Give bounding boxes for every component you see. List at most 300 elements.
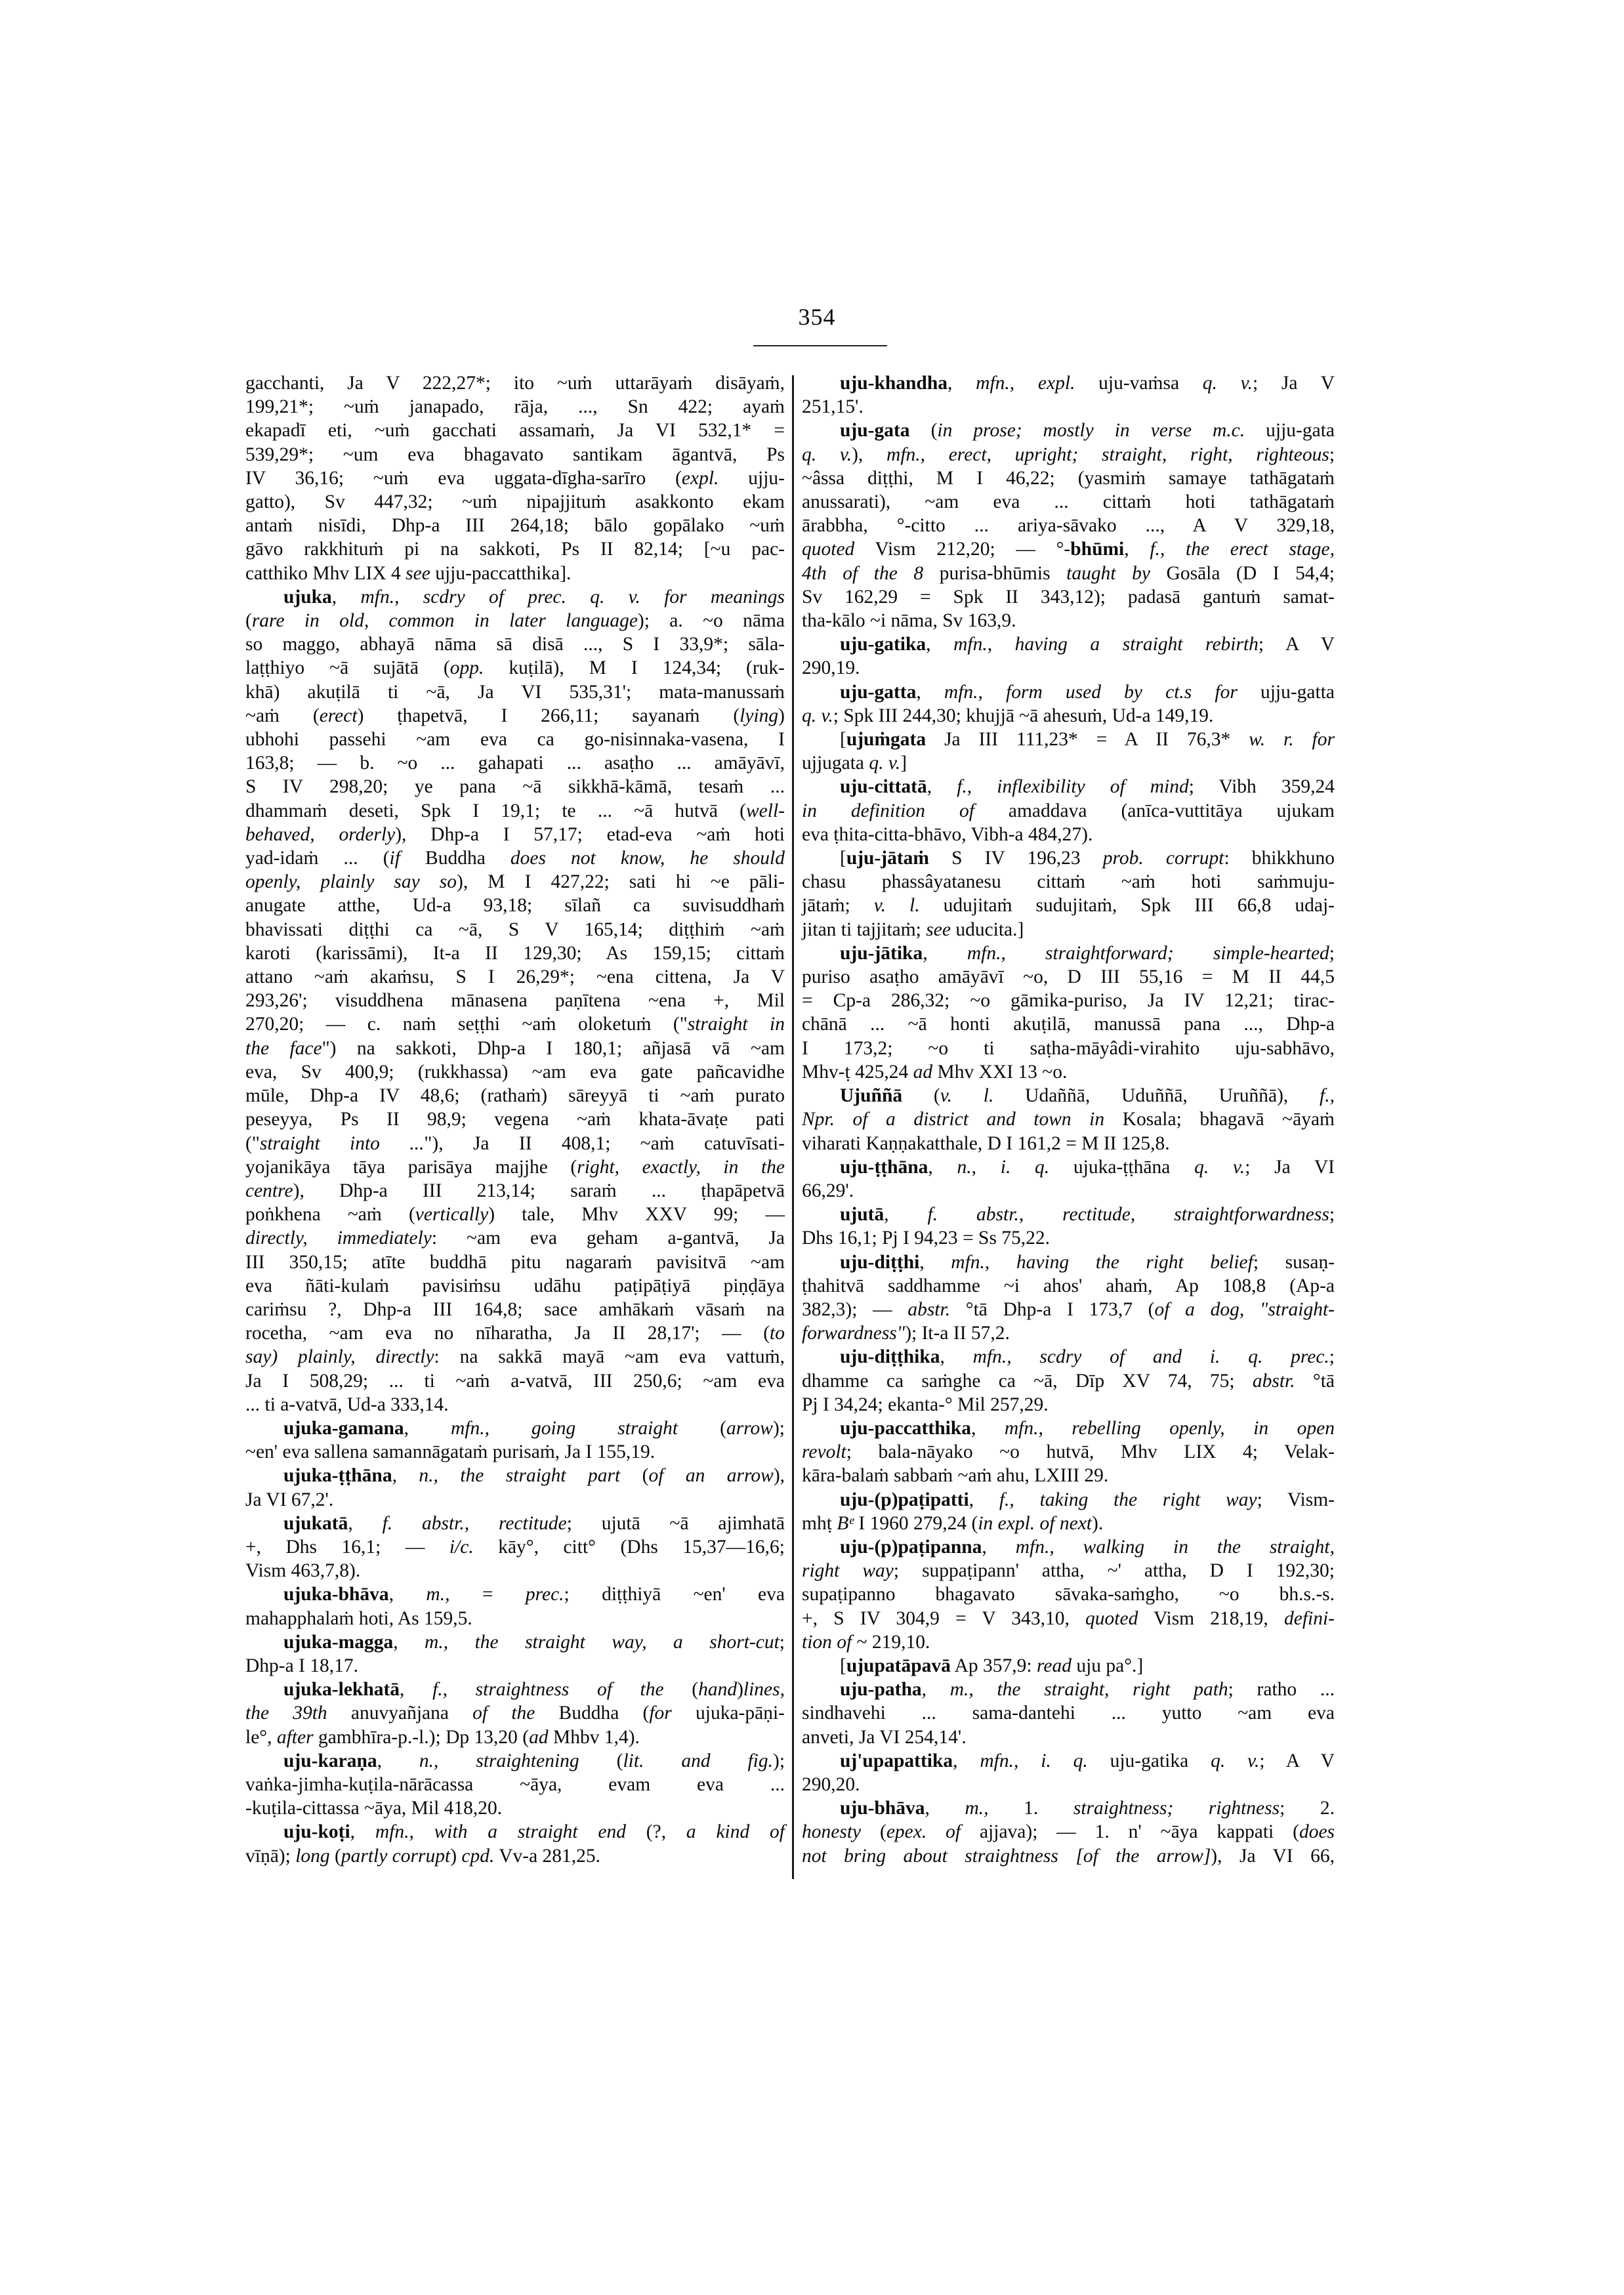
entry-text: 290,20. bbox=[802, 1773, 860, 1795]
entry-text: ujju-paccatthika]. bbox=[430, 562, 572, 584]
italic-gloss: i/c. bbox=[449, 1536, 474, 1558]
entry-line bbox=[245, 1440, 785, 1464]
entry-text: 251,15'. bbox=[802, 396, 864, 418]
entry-text: ( bbox=[678, 1417, 726, 1439]
entry-line bbox=[245, 395, 785, 419]
italic-gloss: m., the straight, right path bbox=[949, 1679, 1228, 1701]
italic-gloss: straight into ... bbox=[259, 1132, 425, 1154]
entry-text: , bbox=[919, 1251, 951, 1273]
italic-gloss: does bbox=[1299, 1821, 1335, 1843]
dictionary-entry bbox=[802, 371, 1335, 419]
dictionary-entry bbox=[245, 371, 785, 585]
entry-text: Vv-a 281,25. bbox=[494, 1845, 601, 1867]
entry-line bbox=[802, 799, 1335, 823]
entry-line bbox=[245, 1155, 785, 1179]
entry-text: Ap 357,9: bbox=[950, 1655, 1037, 1676]
entry-text: Ja I 508,29; ... ti ~aṁ a-vatvā, III 250,6; ~am eva bbox=[245, 1370, 785, 1392]
italic-gloss: m., the straight way, a short-cut bbox=[425, 1631, 780, 1653]
italic-gloss: f., taking the right way bbox=[999, 1489, 1257, 1510]
entry-text: uducita.] bbox=[950, 919, 1024, 940]
entry-text: uju-vaṁsa bbox=[1075, 373, 1203, 394]
entry-text: ; bbox=[1329, 444, 1335, 465]
entry-text: ujju-gatta bbox=[1237, 681, 1335, 703]
entry-text: ; bala-nāyako ~o hutvā, Mhv LIX 4; Velak- bbox=[846, 1441, 1335, 1463]
headword: uju-khandha bbox=[840, 373, 947, 394]
entry-line bbox=[802, 751, 1335, 775]
entry-text: bhavissati diṭṭhi ca ~ā, S V 165,14; diṭṭhiṁ ~aṁ bbox=[245, 919, 785, 940]
entry-text: , bbox=[927, 776, 957, 798]
headword: ujukatā bbox=[283, 1512, 348, 1534]
entry-text: Udaññā, Uduññā, Uruññā), bbox=[993, 1085, 1320, 1107]
italic-gloss: mfn., erect, upright; straight, right, righteous bbox=[886, 444, 1329, 465]
entry-text: anveti, Ja VI 254,14'. bbox=[802, 1726, 967, 1748]
italic-gloss: centre bbox=[245, 1180, 293, 1201]
italic-gloss: lying bbox=[739, 705, 779, 726]
entry-text: , bbox=[377, 1750, 419, 1771]
entry-text: supaṭipanno bhagavato sāvaka-saṁgho, ~o bh.s.-s. bbox=[802, 1584, 1335, 1605]
entry-line bbox=[245, 1203, 785, 1226]
entry-line bbox=[245, 1321, 785, 1345]
entry-line bbox=[802, 1084, 1335, 1107]
entry-line bbox=[802, 490, 1335, 514]
entry-text: , bbox=[392, 1465, 419, 1487]
entry-text: = Cp-a 286,32; ~o gāmika-puriso, Ja IV 12,21; tirac- bbox=[802, 990, 1335, 1012]
italic-gloss: abstr. bbox=[1252, 1370, 1295, 1392]
entry-line bbox=[802, 1416, 1335, 1440]
entry-text: tha-kālo ~i nāma, Sv 163,9. bbox=[802, 610, 1016, 632]
italic-gloss: vertically bbox=[415, 1204, 489, 1226]
italic-gloss: prec. bbox=[525, 1584, 564, 1605]
entry-text: Mhv-ṭ 425,24 bbox=[802, 1061, 913, 1083]
entry-line bbox=[802, 466, 1335, 490]
entry-text: : bhikkhuno bbox=[1224, 848, 1335, 869]
italic-gloss: of the bbox=[472, 1703, 535, 1724]
headword: ujupatāpavā bbox=[846, 1655, 951, 1676]
entry-line bbox=[245, 846, 785, 870]
italic-gloss: straightness; rightness bbox=[1073, 1798, 1280, 1819]
italic-gloss: of an arrow bbox=[648, 1465, 774, 1487]
entry-text: Pj I 34,24; ekanta-° Mil 257,29. bbox=[802, 1394, 1049, 1415]
italic-gloss: in prose; mostly in verse m.c. bbox=[937, 420, 1245, 442]
entry-text: ; bbox=[1329, 942, 1335, 964]
italic-gloss: w. r. for bbox=[1249, 729, 1335, 751]
italic-gloss: q. v. bbox=[802, 705, 833, 726]
entry-line bbox=[802, 1369, 1335, 1393]
italic-gloss: mfn., straightforward; simple-hearted bbox=[967, 942, 1329, 964]
entry-line bbox=[245, 490, 785, 514]
italic-gloss: f. abstr., rectitude, straightforwardness bbox=[927, 1204, 1329, 1226]
italic-gloss: straight in bbox=[687, 1014, 785, 1035]
entry-line bbox=[802, 1037, 1335, 1060]
italic-gloss: lit. and fig. bbox=[623, 1750, 773, 1771]
entry-line bbox=[245, 1274, 785, 1298]
entry-line bbox=[245, 1179, 785, 1203]
entry-line bbox=[245, 680, 785, 704]
italic-gloss: cpd. bbox=[461, 1845, 495, 1867]
entry-line bbox=[245, 371, 785, 395]
italic-gloss: long bbox=[295, 1845, 330, 1867]
entry-line bbox=[802, 1844, 1335, 1868]
entry-line bbox=[245, 1132, 785, 1155]
entry-text: dhamme ca saṁghe ca ~ā, Dīp XV 74, 75; bbox=[802, 1370, 1253, 1392]
entry-text: ; ujutā ~ā ajimhatā bbox=[566, 1512, 785, 1534]
italic-gloss: directly, immediately bbox=[245, 1228, 432, 1249]
entry-text: , bbox=[926, 634, 954, 655]
entry-text: ; ratho ... bbox=[1228, 1679, 1335, 1701]
italic-gloss: quoted bbox=[1085, 1607, 1138, 1629]
entry-text: Buddha bbox=[400, 848, 510, 869]
italic-gloss: v. l. bbox=[940, 1085, 994, 1107]
italic-gloss: behaved, orderly bbox=[245, 823, 396, 845]
entry-text: , bbox=[925, 1798, 965, 1819]
dictionary-entry bbox=[802, 728, 1335, 775]
italic-gloss: the face bbox=[245, 1037, 322, 1059]
entry-text: ) bbox=[737, 1679, 743, 1701]
entry-text: , bbox=[884, 1204, 928, 1226]
entry-text: , bbox=[404, 1417, 451, 1439]
italic-gloss: epex. of bbox=[886, 1821, 961, 1843]
entry-text: , bbox=[953, 1750, 980, 1771]
dictionary-entry bbox=[802, 419, 1335, 632]
entry-line bbox=[802, 1773, 1335, 1796]
entry-text: ekapadī eti, ~uṁ gacchati assamaṁ, Ja VI 532,1* = bbox=[245, 420, 785, 442]
entry-text: , bbox=[1124, 539, 1150, 560]
entry-text: karoti (karissāmi), It-a II 129,30; As 159,15; cittaṁ bbox=[245, 942, 785, 964]
entry-text: sindhavehi ... sama-dantehi ... yutto ~am eva bbox=[802, 1703, 1335, 1724]
entry-line bbox=[802, 1203, 1335, 1226]
entry-line bbox=[245, 1251, 785, 1274]
italic-gloss: f. abstr., rectitude bbox=[382, 1512, 567, 1534]
entry-text: [ bbox=[840, 1655, 846, 1676]
entry-text: cariṁsu ?, Dhp-a III 164,8; sace amhākaṁ vāsaṁ na bbox=[245, 1298, 785, 1320]
entry-line bbox=[802, 1559, 1335, 1582]
entry-text: ), bbox=[852, 444, 887, 465]
headword: uju-jātaṁ bbox=[846, 848, 930, 869]
entry-text: ), Dhp-a I 57,17; etad-eva ~aṁ hoti bbox=[395, 823, 785, 845]
entry-line bbox=[802, 1630, 1335, 1654]
entry-text: Gosāla (D I 54,4; bbox=[1150, 562, 1335, 584]
entry-line bbox=[802, 1749, 1335, 1773]
entry-text: le°, bbox=[245, 1726, 277, 1748]
entry-text: ujjugata bbox=[802, 753, 869, 774]
entry-text: amaddava (anīca-vuttitāya ujukam bbox=[974, 800, 1335, 821]
entry-text: ( bbox=[663, 1679, 699, 1701]
entry-text: ), Ja VI 66, bbox=[1211, 1845, 1335, 1867]
entry-line bbox=[245, 1701, 785, 1725]
entry-line bbox=[802, 775, 1335, 798]
entry-text: 539,29*; ~um eva bhagavato santikam āgantvā, Ps bbox=[245, 444, 785, 465]
italic-gloss: Bᵉ bbox=[837, 1512, 854, 1534]
entry-text: ( bbox=[579, 1750, 623, 1771]
italic-gloss: f., straightness of the bbox=[432, 1679, 664, 1701]
italic-gloss: n., the straight part bbox=[419, 1465, 621, 1487]
entry-text: ); bbox=[773, 1750, 785, 1771]
italic-gloss: say) plainly, directly bbox=[245, 1346, 434, 1368]
italic-gloss: prob. corrupt bbox=[1102, 848, 1224, 869]
entry-line bbox=[245, 466, 785, 490]
header-rule bbox=[753, 345, 887, 346]
headword: uju-ṭṭhāna bbox=[840, 1156, 928, 1178]
entry-line bbox=[245, 1726, 785, 1749]
entry-text: +, Dhs 16,1; — bbox=[245, 1536, 449, 1558]
italic-gloss: honesty bbox=[802, 1821, 862, 1843]
entry-text: 199,21*; ~uṁ janapado, rāja, ..., Sn 422; ayaṁ bbox=[245, 396, 785, 418]
dictionary-entry bbox=[802, 1084, 1335, 1155]
headword: uju-paccatthika bbox=[840, 1417, 971, 1439]
entry-line bbox=[245, 1037, 785, 1060]
entry-line bbox=[802, 562, 1335, 585]
entry-text: , bbox=[388, 1584, 427, 1605]
entry-text: °tā Dhp-a I 173,7 ( bbox=[950, 1298, 1155, 1320]
italic-gloss: mfn., expl. bbox=[976, 373, 1075, 394]
dictionary-entry bbox=[802, 680, 1335, 728]
entry-line bbox=[245, 1607, 785, 1630]
entry-text: , bbox=[928, 1156, 957, 1178]
dictionary-entry bbox=[802, 1345, 1335, 1416]
entry-line bbox=[802, 395, 1335, 419]
entry-text: ; bbox=[779, 1631, 785, 1653]
entry-text: gambhīra-p.-l.); Dp 13,20 ( bbox=[313, 1726, 530, 1748]
entry-text: , bbox=[923, 942, 967, 964]
italic-gloss: after bbox=[276, 1726, 314, 1748]
entry-line bbox=[802, 1607, 1335, 1630]
headword: uj'upapattika bbox=[840, 1750, 953, 1771]
entry-line bbox=[245, 775, 785, 798]
entry-text: IV 36,16; ~uṁ eva uggata-dīgha-sarīro ( bbox=[245, 467, 682, 489]
italic-gloss: to bbox=[770, 1323, 785, 1344]
entry-text: ; bbox=[1329, 1346, 1335, 1368]
headword: uju-patha bbox=[840, 1679, 922, 1701]
italic-gloss: for bbox=[649, 1703, 672, 1724]
entry-line bbox=[802, 1345, 1335, 1369]
entry-line bbox=[245, 870, 785, 894]
entry-text: chānā ... ~ā honti akuṭilā, manussā pana ..., Dhp-a bbox=[802, 1014, 1335, 1035]
entry-line bbox=[245, 1369, 785, 1393]
entry-line bbox=[245, 1345, 785, 1369]
dictionary-entry bbox=[802, 1416, 1335, 1488]
italic-gloss: read bbox=[1036, 1655, 1072, 1676]
headword: bhūmi bbox=[1070, 539, 1125, 560]
entry-text: jātaṁ; bbox=[802, 895, 874, 917]
italic-gloss: Npr. of a district and town in bbox=[802, 1109, 1105, 1130]
entry-line bbox=[802, 1678, 1335, 1701]
headword: ujuka bbox=[283, 586, 332, 608]
entry-line bbox=[245, 1630, 785, 1654]
italic-gloss: in definition of bbox=[802, 800, 974, 821]
dictionary-entry bbox=[802, 775, 1335, 846]
entry-text: , bbox=[921, 1679, 950, 1701]
entry-line bbox=[802, 846, 1335, 870]
entry-text: ; A V bbox=[1259, 1750, 1335, 1771]
entry-text: [ bbox=[840, 729, 846, 751]
headword: ujuṁgata bbox=[846, 729, 927, 751]
entry-text: III 350,15; atīte buddhā pitu nagaraṁ pavisitvā ~am bbox=[245, 1251, 785, 1273]
entry-text: ), M I 427,22; sati hi ~e pāli- bbox=[457, 871, 785, 893]
entry-line bbox=[802, 1251, 1335, 1274]
italic-gloss: f., the erect stage, bbox=[1150, 539, 1335, 560]
entry-text: 293,26'; visuddhena mānasena paṇītena ~ena +, Mil bbox=[245, 990, 785, 1012]
italic-gloss: of a dog, "straight- bbox=[1154, 1298, 1335, 1320]
entry-line bbox=[802, 585, 1335, 609]
entry-line bbox=[245, 1226, 785, 1250]
entry-line bbox=[802, 1132, 1335, 1155]
entry-line bbox=[802, 1107, 1335, 1131]
italic-gloss: mfn., having the right belief bbox=[951, 1251, 1253, 1273]
entry-text: antaṁ nisīdi, Dhp-a III 264,18; bālo gopālako ~uṁ bbox=[245, 515, 785, 537]
entry-line bbox=[245, 823, 785, 846]
entry-text: rocetha, ~am eva no nīharatha, Ja II 28,17'; — ( bbox=[245, 1323, 770, 1344]
entry-line bbox=[802, 1796, 1335, 1820]
entry-line bbox=[802, 1298, 1335, 1321]
entry-text: ; Vibh 359,24 bbox=[1188, 776, 1335, 798]
entry-text: ] bbox=[900, 753, 907, 774]
entry-text: ujuka-pāṇi- bbox=[671, 1703, 785, 1724]
headword: ujuka-ṭṭhāna bbox=[283, 1465, 392, 1487]
entry-text: khā) akuṭilā ti ~ā, Ja VI 535,31'; mata-manussaṁ bbox=[245, 681, 785, 703]
italic-gloss: right way bbox=[802, 1560, 894, 1582]
headword: uju-karaṇa bbox=[283, 1750, 377, 1771]
italic-gloss: partly corrupt bbox=[341, 1845, 451, 1867]
entry-line bbox=[802, 918, 1335, 941]
entry-text: +, S IV 304,9 = V 343,10, bbox=[802, 1607, 1086, 1629]
entry-text: Dhp-a I 18,17. bbox=[245, 1655, 359, 1676]
entry-text: kāra-balaṁ sabbaṁ ~aṁ ahu, LXIII 29. bbox=[802, 1465, 1109, 1487]
headword: ujutā bbox=[840, 1204, 885, 1226]
headword: ujuka-lekhatā bbox=[283, 1679, 400, 1701]
headword: uju-koṭi bbox=[283, 1821, 350, 1843]
entry-line bbox=[245, 443, 785, 466]
entry-line bbox=[802, 1226, 1335, 1250]
entry-line bbox=[245, 1582, 785, 1606]
entry-text: , bbox=[968, 1489, 999, 1510]
entry-line bbox=[245, 1084, 785, 1107]
entry-line bbox=[802, 870, 1335, 894]
entry-text: Vism 212,20; — °- bbox=[854, 539, 1071, 560]
entry-text: Buddha ( bbox=[535, 1703, 650, 1724]
italic-gloss: openly, plainly say so bbox=[245, 871, 457, 893]
dictionary-entry bbox=[245, 1820, 785, 1867]
italic-gloss: q. v. bbox=[1194, 1156, 1245, 1178]
entry-line bbox=[245, 1820, 785, 1844]
italic-gloss: mfn., i. q. bbox=[980, 1750, 1088, 1771]
dictionary-entry bbox=[802, 632, 1335, 680]
entry-text: catthiko Mhv LIX 4 bbox=[245, 562, 406, 584]
entry-text: Ja III 111,23* = A II 76,3* bbox=[926, 729, 1249, 751]
italic-gloss: well- bbox=[746, 800, 785, 821]
entry-line bbox=[245, 1559, 785, 1582]
italic-gloss: f., bbox=[1320, 1085, 1335, 1107]
italic-gloss: expl. bbox=[681, 467, 719, 489]
entry-text: S IV 298,20; ye pana ~ā sikkhā-kāmā, tesaṁ ... bbox=[245, 776, 785, 798]
italic-gloss: mfn., scdry of prec. q. v. for meanings bbox=[360, 586, 785, 608]
entry-line bbox=[245, 1488, 785, 1512]
entry-text: vīṇā); bbox=[245, 1845, 296, 1867]
entry-text: yojanikāya tāya parisāya majjhe ( bbox=[245, 1156, 577, 1178]
entry-line bbox=[802, 1726, 1335, 1749]
entry-text: ujju-gata bbox=[1245, 420, 1335, 442]
entry-text: Mhbv 1,4). bbox=[548, 1726, 640, 1748]
entry-text: ( bbox=[329, 1845, 341, 1867]
entry-line bbox=[245, 1012, 785, 1036]
dictionary-entry bbox=[245, 585, 785, 1416]
headword: uju-gatika bbox=[840, 634, 927, 655]
entry-text: anuvyañjana bbox=[327, 1703, 473, 1724]
entry-text: laṭṭhiyo ~ā sujātā ( bbox=[245, 657, 450, 679]
entry-text: ); bbox=[772, 1417, 785, 1439]
entry-text: ). bbox=[1092, 1512, 1104, 1534]
entry-text: ~ 219,10. bbox=[852, 1631, 930, 1653]
entry-line bbox=[245, 514, 785, 537]
entry-line bbox=[245, 562, 785, 585]
entry-text: kuṭilā), M I 124,34; (ruk- bbox=[484, 657, 785, 679]
italic-gloss: abstr. bbox=[907, 1298, 951, 1320]
entry-text: , bbox=[393, 1631, 425, 1653]
headword: ujuka-bhāva bbox=[283, 1584, 389, 1605]
entry-text: so maggo, abhayā nāma sā disā ..., S I 33,9*; sāla- bbox=[245, 634, 785, 655]
dictionary-entry bbox=[802, 1749, 1335, 1796]
italic-gloss: see bbox=[406, 562, 430, 584]
entry-text: , bbox=[348, 1512, 383, 1534]
headword: uju-(p)paṭipanna bbox=[840, 1536, 982, 1558]
italic-gloss: forwardness" bbox=[802, 1323, 906, 1344]
entry-text: , bbox=[947, 373, 976, 394]
entry-line bbox=[802, 823, 1335, 846]
dictionary-entry bbox=[245, 1749, 785, 1821]
italic-gloss: mfn., going straight bbox=[451, 1417, 678, 1439]
italic-gloss: taught by bbox=[1066, 562, 1150, 584]
entry-text: ( bbox=[902, 1085, 940, 1107]
entry-line bbox=[802, 1488, 1335, 1512]
entry-text: ; Spk III 244,30; khujjā ~ā ahesuṁ, Ud-a 149,19. bbox=[833, 705, 1214, 726]
entry-text: ; Ja VI bbox=[1245, 1156, 1335, 1178]
dictionary-entry bbox=[802, 846, 1335, 941]
entry-text: purisa-bhūmis bbox=[923, 562, 1067, 584]
entry-line bbox=[802, 1440, 1335, 1464]
entry-line bbox=[245, 1393, 785, 1416]
entry-text: uju pa°.] bbox=[1071, 1655, 1144, 1676]
entry-text: 66,29'. bbox=[802, 1180, 854, 1201]
italic-gloss: the 39th bbox=[245, 1703, 327, 1724]
italic-gloss: ad bbox=[529, 1726, 549, 1748]
entry-line bbox=[802, 1155, 1335, 1179]
entry-text: ~en' eva sallena samannāgataṁ purisaṁ, Ja I 155,19. bbox=[245, 1441, 656, 1463]
entry-line bbox=[245, 1844, 785, 1868]
italic-gloss: defini- bbox=[1284, 1607, 1335, 1629]
column-divider bbox=[792, 375, 794, 1879]
entry-text: ujju- bbox=[718, 467, 785, 489]
entry-text: °tā bbox=[1295, 1370, 1335, 1392]
italic-gloss: q. v. bbox=[1202, 373, 1253, 394]
entry-text: gāvo rakkhituṁ pi na sakkoti, Ps II 82,14; [~u pac- bbox=[245, 539, 785, 560]
entry-text: dhammaṁ deseti, Spk I 19,1; te ... ~ā hutvā ( bbox=[245, 800, 746, 821]
page-number: 354 bbox=[798, 304, 836, 330]
italic-gloss: mfn., rebelling openly, in open bbox=[1004, 1417, 1335, 1439]
entry-text: 382,3); — bbox=[802, 1298, 908, 1320]
entry-text: poṅkhena ~aṁ ( bbox=[245, 1204, 415, 1226]
entry-line bbox=[245, 1678, 785, 1701]
entry-text: ujuka-ṭṭhāna bbox=[1049, 1156, 1195, 1178]
entry-line bbox=[245, 728, 785, 751]
headword: uju-jātika bbox=[840, 942, 923, 964]
entry-line bbox=[802, 1582, 1335, 1606]
entry-text: ṭhahitvā saddhamme ~i ahos' ahaṁ, Ap 108,8 (Ap-a bbox=[802, 1275, 1335, 1296]
headword: ujuka-magga bbox=[283, 1631, 394, 1653]
italic-gloss: mfn., having a straight rebirth bbox=[953, 634, 1259, 655]
entry-line bbox=[245, 1416, 785, 1440]
headword: uju-(p)paṭipatti bbox=[840, 1489, 969, 1510]
italic-gloss: m., bbox=[965, 1798, 989, 1819]
entry-line bbox=[802, 894, 1335, 917]
